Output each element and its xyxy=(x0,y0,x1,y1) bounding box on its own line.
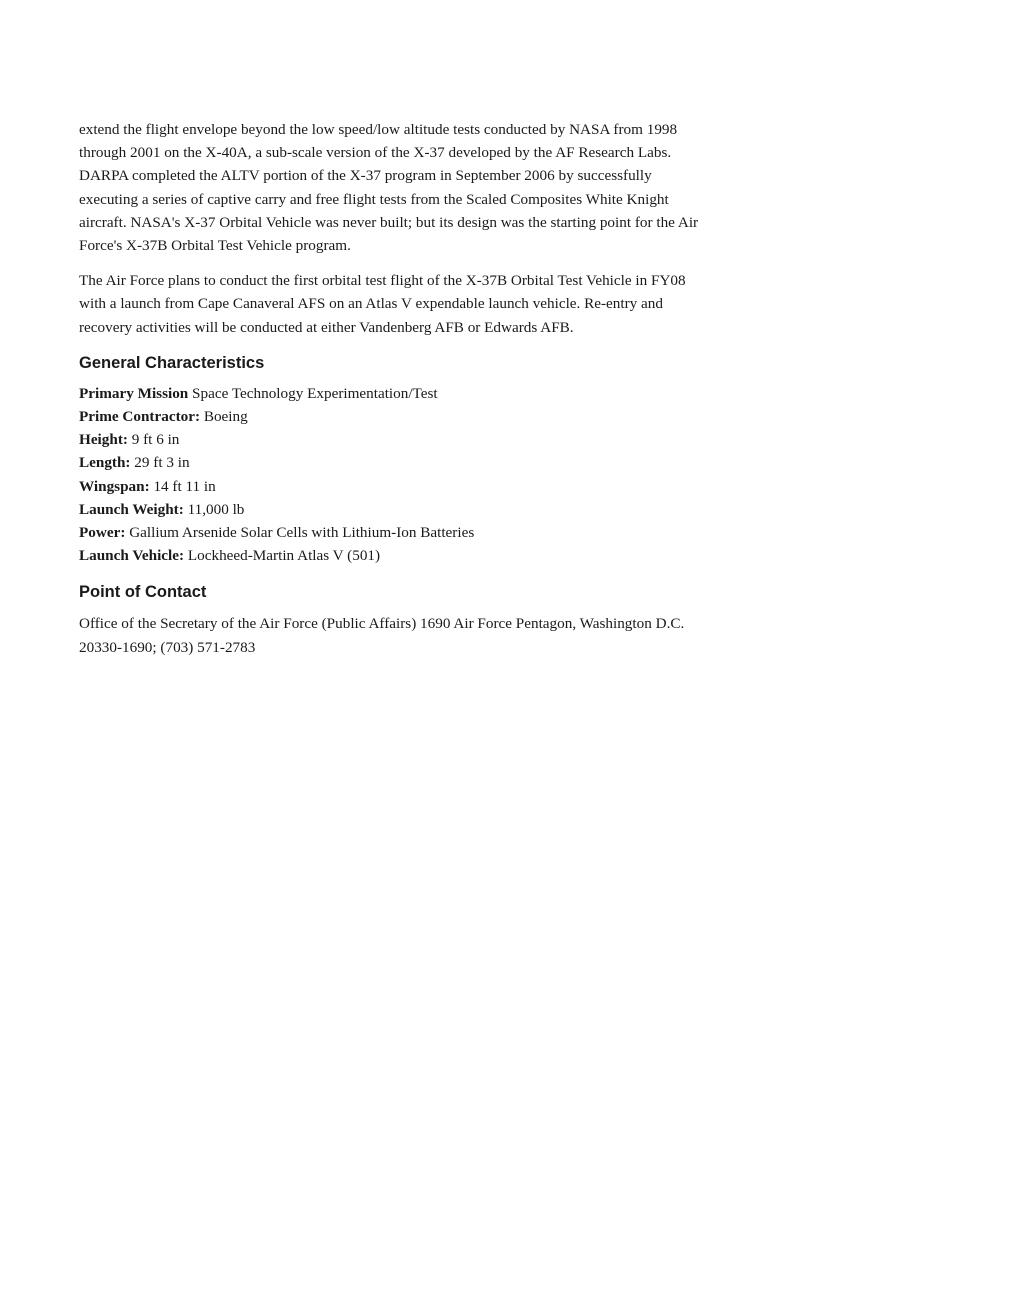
spec-item-prime-contractor xyxy=(79,405,919,428)
spec-value: 9 ft 6 in xyxy=(127,431,180,449)
paragraph-line: extend the flight envelope beyond the low speed/low altitude tests conducted by NASA from 1998 xyxy=(79,121,678,138)
document-body xyxy=(79,118,919,659)
paragraph-line: 20330-1690; (703) 571-2783 xyxy=(79,638,256,656)
spec-value: 11,000 lb xyxy=(183,500,245,518)
spec-label: Height: xyxy=(79,431,128,449)
paragraph-line: Force's X-37B Orbital Test Vehicle program. xyxy=(79,237,351,255)
paragraph-line: Office of the Secretary of the Air Force (Public Affairs) 1690 Air Force Pentagon, Washington D.C. xyxy=(79,615,685,633)
flight-plan-paragraph xyxy=(79,269,919,339)
paragraph-line: recovery activities will be conducted at either Vandenberg AFB or Edwards AFB. xyxy=(79,318,574,336)
spec-label: Launch Weight: xyxy=(79,500,184,518)
spec-value: 29 ft 3 in xyxy=(130,454,190,472)
spec-item-length xyxy=(79,451,919,474)
spec-item-wingspan xyxy=(79,475,919,498)
spec-label: Prime Contractor: xyxy=(79,408,201,426)
paragraph-line: aircraft. NASA's X-37 Orbital Vehicle was never built; but its design was the starting point for the Air xyxy=(79,213,699,231)
spec-item-launch-weight xyxy=(79,498,919,521)
paragraph-line: through 2001 on the X-40A, a sub-scale version of the X-37 developed by the AF Research Labs. xyxy=(79,144,672,162)
spec-label: Wingspan: xyxy=(79,477,150,495)
spec-label: Primary Mission xyxy=(79,384,189,402)
general-characteristics-heading: General Characteristics xyxy=(79,353,265,372)
spec-label: Length: xyxy=(79,454,131,472)
spec-item-launch-vehicle xyxy=(79,544,919,567)
characteristics-list xyxy=(79,382,919,568)
spec-value: Lockheed-Martin Atlas V (501) xyxy=(184,547,381,565)
spec-item-primary-mission xyxy=(79,382,919,405)
spec-item-power xyxy=(79,521,919,544)
paragraph-line: DARPA completed the ALTV portion of the X-37 program in September 2006 by successfully xyxy=(79,167,652,185)
contact-paragraph xyxy=(79,612,919,658)
spec-value: Boeing xyxy=(200,408,248,426)
paragraph-line: executing a series of captive carry and free flight tests from the Scaled Composites White Knight xyxy=(79,190,669,208)
spec-value: Gallium Arsenide Solar Cells with Lithium-Ion Batteries xyxy=(125,524,475,542)
paragraph-line: with a launch from Cape Canaveral AFS on an Atlas V expendable launch vehicle. Re-entry and xyxy=(79,295,663,313)
paragraph-line: The Air Force plans to conduct the first orbital test flight of the X-37B Orbital Test Vehicle in FY08 xyxy=(79,272,686,290)
spec-value: Space Technology Experimentation/Test xyxy=(188,384,438,402)
spec-label: Launch Vehicle: xyxy=(79,547,185,565)
spec-item-height xyxy=(79,428,919,451)
spec-label: Power: xyxy=(79,524,126,542)
point-of-contact-heading: Point of Contact xyxy=(79,583,207,602)
intro-paragraph xyxy=(79,118,919,257)
spec-value: 14 ft 11 in xyxy=(149,477,216,495)
